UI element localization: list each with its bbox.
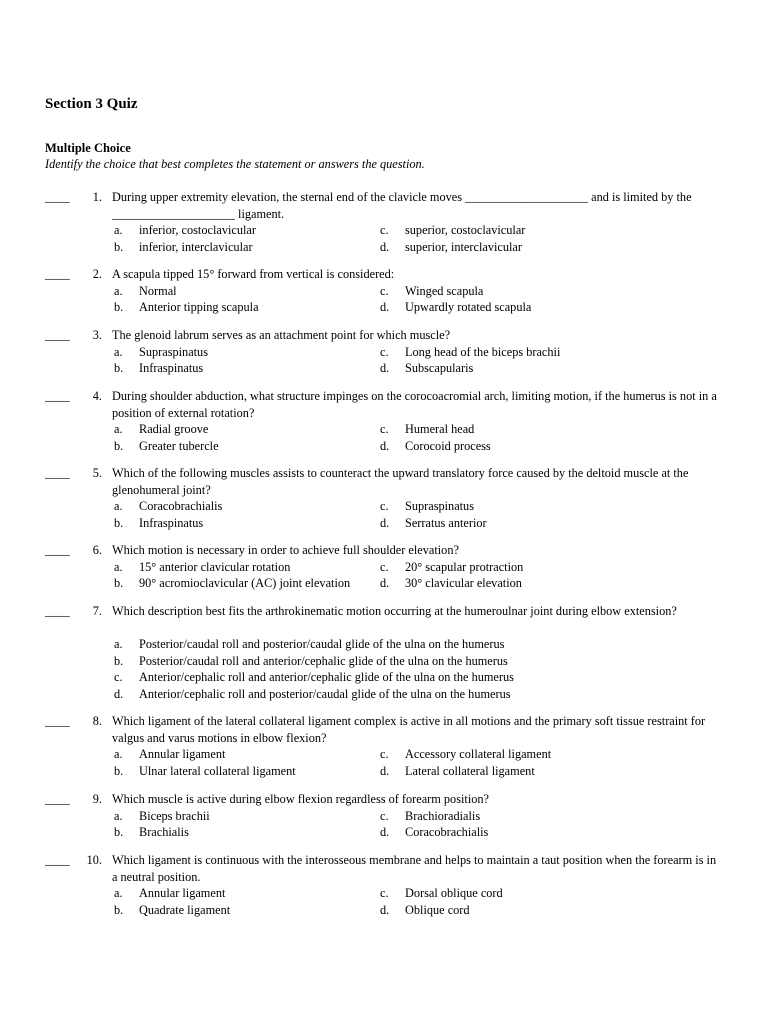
answer-blank[interactable]: ____ [45,853,70,867]
option-letter: a. [114,422,123,436]
question-number: 4. [92,389,102,403]
option-letter: c. [380,344,389,359]
answer-blank[interactable]: ____ [45,328,70,342]
option-letter: b. [114,902,124,917]
question-stem: Which muscle is active during elbow flexion regardless of forearm position? [112,792,489,806]
option-letter: c. [380,223,389,237]
option-text: Posterior/caudal roll and posterior/caudal glide of the ulna on the humerus [139,637,505,651]
option-text: Corocoid process [405,438,491,453]
option-letter: b. [114,438,124,453]
page-title: Section 3 Quiz [45,96,138,112]
option-text: Subscapularis [405,361,474,375]
option-letter: a. [114,499,123,513]
section-heading: Multiple Choice [45,141,131,155]
option-text: Coracobrachialis [139,499,223,513]
option-text: Upwardly rotated scapula [405,300,532,314]
option-letter: d. [114,686,124,701]
option-text: Annular ligament [139,747,226,761]
option-letter: d. [380,902,390,917]
option-letter: b. [114,653,124,668]
option-text: 30° clavicular elevation [405,576,522,590]
option-text: Serratus anterior [405,515,487,530]
option-text: 15° anterior clavicular rotation [139,559,291,574]
question-number: 10. [86,853,102,867]
option-letter: b. [114,361,124,375]
option-text: Anterior/cephalic roll and anterior/cephalic glide of the ulna on the humerus [139,670,514,684]
option-text: Oblique cord [405,902,470,917]
option-letter: b. [114,576,124,590]
option-text: Brachioradialis [405,808,481,823]
question-number: 1. [92,190,102,204]
option-letter: c. [380,886,389,900]
option-letter: d. [380,300,390,314]
option-letter: d. [380,576,390,590]
option-text: Ulnar lateral collateral ligament [139,763,296,778]
answer-blank[interactable]: ____ [45,714,70,728]
option-text: Winged scapula [405,283,484,298]
option-letter: c. [380,808,389,823]
option-text: superior, interclavicular [405,239,522,254]
instructions: Identify the choice that best completes the statement or answers the question. [45,157,425,171]
option-text: inferior, interclavicular [139,239,253,254]
question-stem: Which ligament of the lateral collateral ligament complex is active in all motions and the primary soft tissue restraint for valgus and varus motions in elbow flexion? [112,714,706,745]
option-text: 90° acromioclavicular (AC) joint elevation [139,576,351,590]
option-letter: d. [380,763,390,778]
question-number: 3. [92,328,102,342]
option-letter: a. [114,559,123,574]
option-letter: c. [380,747,389,761]
option-letter: a. [114,886,123,900]
option-letter: a. [114,637,123,651]
answer-blank[interactable]: ____ [45,466,70,480]
option-text: Humeral head [405,422,475,436]
option-letter: b. [114,239,124,254]
option-text: Lateral collateral ligament [405,763,535,778]
question-number: 9. [92,792,102,806]
option-text: Quadrate ligament [139,902,231,917]
answer-blank[interactable]: ____ [45,267,70,281]
option-text: Infraspinatus [139,361,204,375]
question-stem: During upper extremity elevation, the sternal end of the clavicle moves ____________________ and is limited by the ____________________ ligament. [112,190,692,221]
question-number: 2. [92,267,102,281]
option-text: Supraspinatus [405,499,474,513]
question-stem: Which ligament is continuous with the interosseous membrane and helps to maintain a taut position when the forearm is in a neutral position. [112,853,717,884]
option-letter: d. [380,825,390,839]
option-letter: a. [114,747,123,761]
answer-blank[interactable]: ____ [45,792,70,806]
question-number: 7. [92,604,102,618]
question-stem: During shoulder abduction, what structure impinges on the corocoacromial arch, limiting motion, if the humerus is not in a position of external rotation? [112,389,717,420]
option-text: Biceps brachii [139,808,210,823]
option-text: Anterior/cephalic roll and posterior/caudal glide of the ulna on the humerus [139,686,511,701]
answer-blank[interactable]: ____ [45,389,70,403]
option-letter: a. [114,344,123,359]
option-text: Normal [139,283,177,298]
option-letter: b. [114,825,124,839]
option-text: Brachialis [139,825,189,839]
question-stem: The glenoid labrum serves as an attachment point for which muscle? [112,328,451,342]
option-letter: b. [114,763,124,778]
option-text: Dorsal oblique cord [405,886,503,900]
option-letter: c. [380,422,389,436]
option-letter: b. [114,515,124,530]
option-letter: a. [114,808,123,823]
option-letter: a. [114,223,123,237]
answer-blank[interactable]: ____ [45,604,70,618]
question-stem: Which description best fits the arthrokinematic motion occurring at the humeroulnar joint during elbow extension? [112,604,677,618]
option-text: superior, costoclavicular [405,223,526,237]
option-text: Radial groove [139,422,209,436]
option-text: Long head of the biceps brachii [405,344,561,359]
answer-blank[interactable]: ____ [45,190,70,204]
option-letter: d. [380,515,390,530]
question-number: 6. [92,543,102,557]
question-number: 5. [92,466,102,480]
option-letter: b. [114,300,124,314]
option-text: Infraspinatus [139,515,204,530]
option-text: Coracobrachialis [405,825,489,839]
question-stem: Which of the following muscles assists to counteract the upward translatory force caused by the deltoid muscle at the glenohumeral joint? [112,466,689,497]
option-letter: c. [380,499,389,513]
answer-blank[interactable]: ____ [45,543,70,557]
option-letter: c. [380,283,389,298]
option-text: Posterior/caudal roll and anterior/cephalic glide of the ulna on the humerus [139,653,508,668]
option-letter: c. [114,670,123,684]
option-letter: c. [380,559,389,574]
option-letter: d. [380,438,390,453]
question-number: 8. [92,714,102,728]
question-stem: A scapula tipped 15° forward from vertical is considered: [112,267,395,281]
option-text: Supraspinatus [139,344,208,359]
option-letter: d. [380,361,390,375]
option-text: Annular ligament [139,886,226,900]
option-text: 20° scapular protraction [405,559,524,574]
option-text: Greater tubercle [139,438,219,453]
option-letter: a. [114,283,123,298]
option-letter: d. [380,239,390,254]
question-stem: Which motion is necessary in order to achieve full shoulder elevation? [112,543,459,557]
option-text: Accessory collateral ligament [405,747,552,761]
option-text: inferior, costoclavicular [139,223,256,237]
option-text: Anterior tipping scapula [139,300,259,314]
